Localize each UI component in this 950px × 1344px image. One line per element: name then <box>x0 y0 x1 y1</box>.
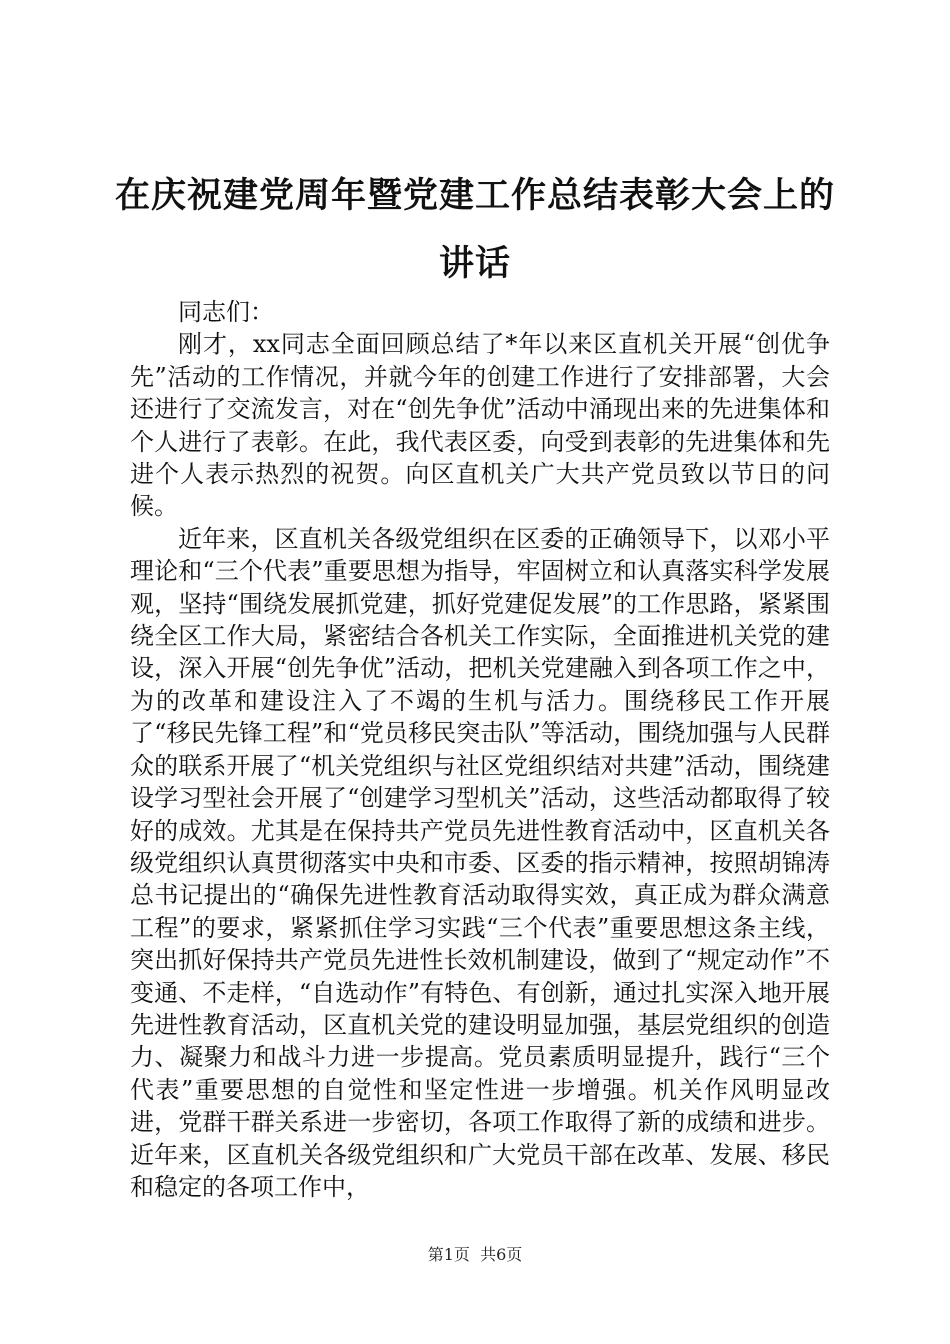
page-footer: 第1页 共6页 <box>427 1245 523 1264</box>
title-line-1: 在庆祝建党周年暨党建工作总结表彰大会上的 <box>114 175 835 216</box>
title-line-2: 讲话 <box>438 243 511 284</box>
document-body <box>130 296 830 1203</box>
document-title <box>110 162 840 298</box>
salutation: 同志们： <box>178 298 274 326</box>
paragraph-opening: 刚才，xx同志全面回顾总结了*年以来区直机关开展“创优争先”活动的工作情况，并就今年的创建工作进行了安排部署，大会还进行了交流发言，对在“创先争优”活动中涌现出来的先进集体和个人进行了表彰。在此，我代表区委，向受到表彰的先进集体和先进个人表示热烈的祝贺。向区直机关广大共产党员致以节日的问候。 <box>130 330 830 521</box>
paragraph-achievements: 近年来，区直机关各级党组织在区委的正确领导下，以邓小平理论和“三个代表”重要思想为指导，牢固树立和认真落实科学发展观，坚持“围绕发展抓党建，抓好党建促发展”的工作思路，紧紧围绕全区工作大局，紧密结合各机关工作实际，全面推进机关党的建设，深入开展“创先争优”活动，把机关党建融入到各项工作之中，为的改革和建设注入了不竭的生机与活力。围绕移民工作开展了“移民先锋工程”和“党员移民突击队”等活动，围绕加强与人民群众的联系开展了“机关党组织与社区党组织结对共建”活动，围绕建设学习型社会开展了“创建学习型机关”活动，这些活动都取得了较好的成效。尤其是在保持共产党员先进性教育活动中，区直机关各级党组织认真贯彻落实中央和市委、区委的指示精神，按照胡锦涛总书记提出的“确保先进性教育活动取得实效，真正成为群众满意工程”的要求，紧紧抓住学习实践“三个代表”重要思想这条主线，突出抓好保持共产党员先进性长效机制建设，做到了“规定动作”不变通、不走样，“自选动作”有特色、有创新，通过扎实深入地开展先进性教育活动，区直机关党的建设明显加强，基层党组织的创造力、凝聚力和战斗力进一步提高。党员素质明显提升，践行“三个代表”重要思想的自觉性和坚定性进一步增强。机关作风明显改进，党群干群关系进一步密切，各项工作取得了新的成绩和进步。近年来，区直机关各级党组织和广大党员干部在改革、发展、移民和稳定的各项工作中， <box>130 524 830 1201</box>
